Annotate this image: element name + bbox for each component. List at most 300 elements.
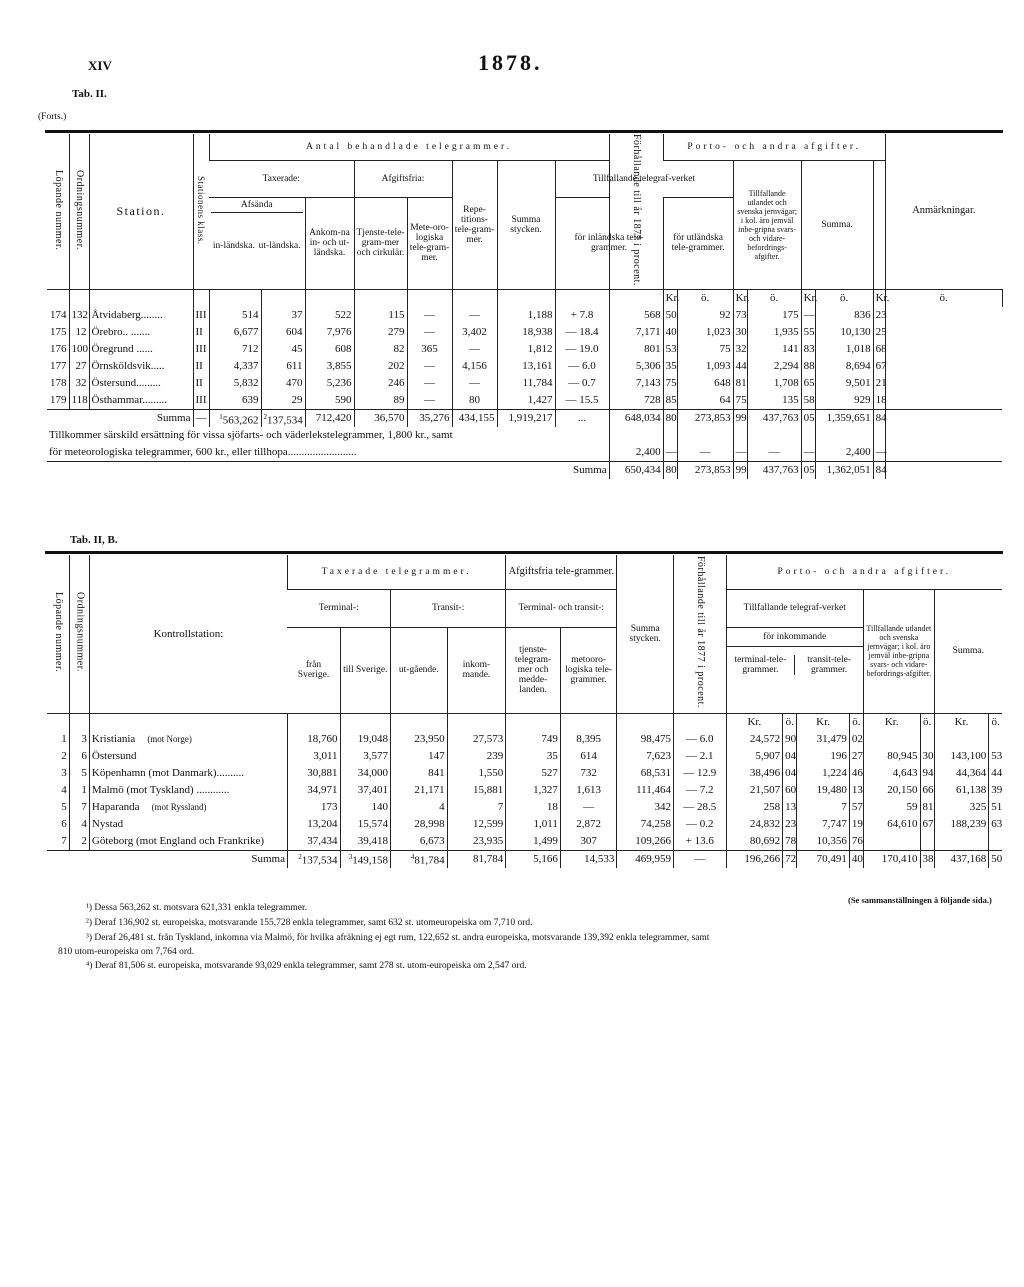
cell-sum: 74,258	[617, 816, 674, 833]
cell-met: —	[407, 392, 452, 410]
tab-label: Tab. II.	[72, 88, 107, 100]
cell-klass: III	[193, 341, 209, 358]
cell-tj: 749	[506, 731, 561, 748]
cell-ut_o: 83	[801, 341, 815, 358]
cell-term_kr: 258	[726, 799, 783, 816]
cell-inl: 5,832	[209, 375, 261, 392]
cell-ord: 32	[69, 375, 89, 392]
cell-utl: 604	[261, 324, 305, 341]
col-anmarkningar: Anmärkningar.	[885, 134, 1002, 289]
cell-ut_kr: 64,610	[863, 816, 920, 833]
cell-till: 15,574	[340, 816, 391, 833]
cell-s_o	[989, 833, 1002, 851]
cell-till: 34,000	[340, 765, 391, 782]
cell-utl_o: 73	[733, 307, 747, 324]
cell-term_kr: 5,907	[726, 748, 783, 765]
cell-tj: 89	[354, 392, 407, 410]
col-klass: Stationens klass.	[193, 134, 209, 289]
cell-s_kr: 1,018	[815, 341, 873, 358]
cell-lop: 2	[61, 750, 67, 762]
cell-ut_o: 88	[801, 358, 815, 375]
col-repetitions: Repe-titions-tele-gram-mer.	[452, 160, 497, 289]
cell-station: Åtvidaberg........	[89, 307, 193, 324]
col-ordning: Ordningsnummer.	[69, 555, 89, 713]
cell-rep: —	[452, 375, 497, 392]
col-utgaende: ut-gående.	[391, 627, 448, 713]
cell-inl_kr: 7,143	[609, 375, 663, 392]
col-meteo: metooro-logiska tele-grammer.	[560, 627, 617, 713]
cell-met: 307	[560, 833, 617, 851]
cell-s_o: 21	[873, 375, 885, 392]
cell-term_o: 04	[783, 765, 797, 782]
cell-station: Örebro.. .......	[89, 324, 193, 341]
cell-ut_o: 66	[920, 782, 934, 799]
cell-utl_kr: 1,093	[677, 358, 733, 375]
col-forhallande: Förhållande till år 1877 i procent.	[674, 555, 727, 713]
cell-s_kr: 188,239	[934, 816, 989, 833]
cell-rep: 4,156	[452, 358, 497, 375]
cell-fran: 3,011	[287, 748, 340, 765]
cell-till: 140	[340, 799, 391, 816]
col-ankomna: Ankom-na in- och ut-ländska.	[305, 197, 354, 289]
cell-term_kr: 24,572	[726, 731, 783, 748]
cell-lop: 6	[61, 818, 67, 830]
cell-ut_o	[920, 731, 934, 748]
cell-lop: 7	[61, 835, 67, 847]
cell-met: 365	[407, 341, 452, 358]
extra-row-1: Tillkommer särskild ersättning för vissa sjöfarts- och väderlekstelegrammer, 1,800 kr., samt	[47, 427, 1002, 444]
cell-till: 3,577	[340, 748, 391, 765]
cell-station: Öregrund ......	[89, 341, 193, 358]
cell-tj: 82	[354, 341, 407, 358]
cell-ord: 27	[69, 358, 89, 375]
cell-met: 2,872	[560, 816, 617, 833]
cell-sum: 1,812	[497, 341, 555, 358]
cell-anm	[885, 324, 1002, 341]
cell-station: Nystad	[89, 816, 287, 833]
cell-s_kr: 44,364	[934, 765, 989, 782]
country-note: (mot Ryssland)	[151, 802, 207, 812]
table-row	[47, 392, 1002, 410]
cell-tj: 1,011	[506, 816, 561, 833]
cell-utl_kr: 648	[677, 375, 733, 392]
cell-term_o: 04	[783, 748, 797, 765]
cell-s_kr: 9,501	[815, 375, 873, 392]
cell-lop: 1	[61, 733, 67, 745]
col-taxerade: Taxerade:	[209, 160, 354, 197]
cell-forh: — 6.0	[674, 731, 727, 748]
cell-ink: 23,935	[447, 833, 506, 851]
cell-tr_o: 13	[849, 782, 863, 799]
cell-inl: 4,337	[209, 358, 261, 375]
cell-ut_kr: 2,294	[747, 358, 801, 375]
cell-rep: 80	[452, 392, 497, 410]
cell-inl_kr: 801	[609, 341, 663, 358]
cell-utl: 611	[261, 358, 305, 375]
cell-fran: 13,204	[287, 816, 340, 833]
unit-o: ö.	[815, 289, 873, 307]
cell-utl: 470	[261, 375, 305, 392]
cell-lop: 3	[61, 767, 67, 779]
cell-ut_kr	[863, 731, 920, 748]
cell-ink: 239	[447, 748, 506, 765]
cell-utg: 6,673	[391, 833, 448, 851]
cell-utg: 21,171	[391, 782, 448, 799]
cell-ink: 1,550	[447, 765, 506, 782]
cell-station: Haparanda (mot Ryssland)	[89, 799, 287, 816]
cell-tr_o: 57	[849, 799, 863, 816]
table-row	[47, 375, 1002, 392]
unit-o: ö.	[783, 713, 797, 731]
col-terminal-tele: terminal-tele-grammer.	[727, 655, 796, 675]
extra-row-2: för meteorologiska telegrammer, 600 kr., eller tillhopa......................... 2,400 — — — — — 2,400 —	[47, 444, 1002, 462]
cell-ord: 7	[69, 799, 89, 816]
cell-ord: 1	[69, 782, 89, 799]
cell-forh: — 19.0	[555, 341, 609, 358]
cell-station: Östhammar.........	[89, 392, 193, 410]
cell-term_o: 90	[783, 731, 797, 748]
cell-s_o: 23	[873, 307, 885, 324]
unit-kr: Kr.	[801, 289, 815, 307]
cell-inl: 6,677	[209, 324, 261, 341]
col-summa: Summa.	[801, 160, 873, 289]
unit-kr: Kr.	[934, 713, 989, 731]
footnote-1: ¹) Dessa 563,262 st. motsvara 621,331 enkla telegrammer.	[86, 903, 308, 913]
col-tjanste: Tjenste-tele-gram-mer och cirkulär.	[354, 197, 407, 289]
cell-utl_o: 32	[733, 341, 747, 358]
cell-tj: 279	[354, 324, 407, 341]
cell-met: —	[407, 307, 452, 324]
cell-tr_o: 19	[849, 816, 863, 833]
table-row	[47, 765, 1002, 782]
cell-tr_o: 46	[849, 765, 863, 782]
cell-forh: — 18.4	[555, 324, 609, 341]
cell-met: —	[560, 799, 617, 816]
col-for-inlandska: för inländska tele-grammer.	[555, 197, 663, 289]
cell-tj: 115	[354, 307, 407, 324]
table2-title: Tab. II, B.	[70, 534, 118, 546]
unit-o: ö.	[885, 289, 1002, 307]
group-porto: Porto- och andra afgifter.	[663, 134, 885, 160]
unit-o: ö.	[677, 289, 733, 307]
cell-term_kr: 38,496	[726, 765, 783, 782]
cell-tr_kr: 31,479	[797, 731, 850, 748]
cell-sum: 342	[617, 799, 674, 816]
col-fran-sverige: från Sverige.	[297, 660, 330, 680]
cell-forh: + 13.6	[674, 833, 727, 851]
cell-anm	[885, 392, 1002, 410]
cell-met: 614	[560, 748, 617, 765]
cell-ut_kr: 20,150	[863, 782, 920, 799]
spacer	[873, 160, 885, 289]
col-tillf-utlandet: Tillfallande utlandet och svenska jernvägar; i kol. äro jemväl inbe-gripna svars- och vidare-befordrings-afgifter.	[733, 160, 801, 289]
cell-ord: 100	[69, 341, 89, 358]
cell-ank: 5,236	[305, 375, 354, 392]
cell-term_o: 60	[783, 782, 797, 799]
cell-tr_kr: 10,356	[797, 833, 850, 851]
cell-station: Östersund	[89, 748, 287, 765]
table-row	[47, 307, 1002, 324]
cell-ut_o: 67	[920, 816, 934, 833]
col-summa-stycken: Summa stycken.	[497, 160, 555, 289]
col-kontrollstation: Kontrollstation:	[89, 555, 287, 713]
cell-forh: — 7.2	[674, 782, 727, 799]
cell-till: 37,401	[340, 782, 391, 799]
cell-sum: 11,784	[497, 375, 555, 392]
col-afsanda: Afsända in-ländska. ut-ländska.	[212, 199, 301, 251]
unit-kr: Kr.	[863, 713, 920, 731]
col-utlandska: ut-ländska.	[258, 240, 301, 251]
cell-utl_kr: 1,023	[677, 324, 733, 341]
cell-rep: —	[452, 307, 497, 324]
cell-ord: 3	[69, 731, 89, 748]
cell-utl: 29	[261, 392, 305, 410]
cell-tr_kr: 19,480	[797, 782, 850, 799]
cell-s_kr: 143,100	[934, 748, 989, 765]
cell-met: 1,613	[560, 782, 617, 799]
cell-s_kr: 836	[815, 307, 873, 324]
cell-tr_kr: 1,224	[797, 765, 850, 782]
col-transit: Transit-:	[391, 589, 506, 627]
cell-sum: 98,475	[617, 731, 674, 748]
table-row	[47, 782, 1002, 799]
cell-ut_o	[920, 833, 934, 851]
cell-utl_o: 75	[733, 392, 747, 410]
cell-ut_kr: 59	[863, 799, 920, 816]
cell-inl_kr: 5,306	[609, 358, 663, 375]
cell-fran: 18,760	[287, 731, 340, 748]
cell-utl_o: 44	[733, 358, 747, 375]
cell-tr_o: 76	[849, 833, 863, 851]
cell-forh: — 6.0	[555, 358, 609, 375]
cell-rep: 3,402	[452, 324, 497, 341]
cell-anm	[885, 358, 1002, 375]
cell-term_o: 78	[783, 833, 797, 851]
cell-ut_kr	[863, 833, 920, 851]
cell-forh: — 0.7	[555, 375, 609, 392]
cell-station: Malmö (mot Tyskland) ............	[89, 782, 287, 799]
col-forhallande: Förhållande till år 1877 i procent.	[609, 134, 663, 289]
cell-utl_o: 30	[733, 324, 747, 341]
cell-utg: 4	[391, 799, 448, 816]
cell-inl_o: 40	[663, 324, 677, 341]
cell-ut_o: 65	[801, 375, 815, 392]
col-for-inkommande: för inkommande terminal-tele-grammer. transit-tele-grammer.	[726, 627, 863, 713]
cell-utl: 37	[261, 307, 305, 324]
cell-ord: 2	[69, 833, 89, 851]
cell-term_kr: 21,507	[726, 782, 783, 799]
cell-tj: 202	[354, 358, 407, 375]
cell-ank: 7,976	[305, 324, 354, 341]
cell-lop: 4	[61, 784, 67, 796]
cell-sum: 13,161	[497, 358, 555, 375]
cell-ord: 4	[69, 816, 89, 833]
table-row	[47, 833, 1002, 851]
col-terminal: Terminal-:	[287, 589, 390, 627]
cell-inl_kr: 728	[609, 392, 663, 410]
table-ii-b	[47, 555, 1002, 868]
cell-ut_o: 81	[920, 799, 934, 816]
cell-lop: 175	[50, 326, 67, 339]
table-row	[47, 731, 1002, 748]
cell-ut_o: 58	[801, 392, 815, 410]
cell-term_o: 23	[783, 816, 797, 833]
cell-station: Örnsköldsvik.....	[89, 358, 193, 375]
col-lopande: Löpande nummer.	[52, 592, 64, 673]
cell-s_o: 44	[989, 765, 1002, 782]
cell-anm	[885, 375, 1002, 392]
cell-sum: 109,266	[617, 833, 674, 851]
cell-tj: 18	[506, 799, 561, 816]
cell-fran: 173	[287, 799, 340, 816]
cell-lop: 178	[50, 377, 67, 390]
cell-met: —	[407, 358, 452, 375]
cell-rep: —	[452, 341, 497, 358]
unit-kr: Kr.	[726, 713, 783, 731]
cell-s_o: 68	[873, 341, 885, 358]
cell-inl_kr: 7,171	[609, 324, 663, 341]
cell-fran: 34,971	[287, 782, 340, 799]
group-porto: Porto- och andra afgifter.	[726, 555, 1002, 589]
cell-forh: — 12.9	[674, 765, 727, 782]
cell-s_o: 67	[873, 358, 885, 375]
cell-tr_kr: 7	[797, 799, 850, 816]
table-row	[47, 799, 1002, 816]
cell-tr_kr: 196	[797, 748, 850, 765]
cell-lop: 176	[50, 343, 67, 356]
cell-fran: 30,881	[287, 765, 340, 782]
cell-ut_o: 30	[920, 748, 934, 765]
cell-ank: 590	[305, 392, 354, 410]
unit-kr: Kr.	[733, 289, 747, 307]
cell-utl_kr: 75	[677, 341, 733, 358]
cell-s_o: 39	[989, 782, 1002, 799]
see-next-page-note: (Se sammanställningen å följande sida.)	[848, 895, 992, 905]
cell-utg: 28,998	[391, 816, 448, 833]
cell-s_kr: 61,138	[934, 782, 989, 799]
cell-klass: II	[193, 375, 209, 392]
cell-s_kr	[934, 731, 989, 748]
cell-inl: 639	[209, 392, 261, 410]
cell-tj: 527	[506, 765, 561, 782]
cell-term_o: 13	[783, 799, 797, 816]
cell-tj: 35	[506, 748, 561, 765]
footnote-3: ³) Deraf 26,481 st. från Tyskland, inkomna via Malmö, för hvilka afräkning ej egt rum, 122,652 st. andra europeiska, motsvarande 139,392 enkla telegrammer, samt	[86, 933, 710, 943]
col-ordning: Ordningsnummer.	[69, 134, 89, 289]
cell-term_kr: 24,832	[726, 816, 783, 833]
col-lopande: Löpande nummer.	[52, 169, 64, 251]
cell-utl_kr: 64	[677, 392, 733, 410]
cell-sum: 111,464	[617, 782, 674, 799]
cell-forh: — 0.2	[674, 816, 727, 833]
cell-lop: 5	[61, 801, 67, 813]
cell-ink: 15,881	[447, 782, 506, 799]
cell-ord: 132	[69, 307, 89, 324]
cell-ord: 6	[69, 748, 89, 765]
footnote-3-cont: 810 utom-europeiska om 7,764 ord.	[58, 947, 195, 957]
cell-forh: — 28.5	[674, 799, 727, 816]
unit-o: ö.	[849, 713, 863, 731]
cell-ink: 7	[447, 799, 506, 816]
footnote-2: ²) Deraf 136,902 st. europeiska, motsvarande 155,728 enkla telegrammer, samt 632 st. utomeuropeiska om 7,710 ord.	[86, 918, 533, 928]
cell-tr_o: 27	[849, 748, 863, 765]
cell-s_kr	[934, 833, 989, 851]
cell-ord: 5	[69, 765, 89, 782]
cell-ut_o: 94	[920, 765, 934, 782]
cell-ink: 27,573	[447, 731, 506, 748]
col-for-utlandska: för utländska tele-grammer.	[663, 197, 733, 289]
cell-anm	[885, 341, 1002, 358]
cell-met: —	[407, 324, 452, 341]
col-afgiftsfria: Afgiftsfria:	[354, 160, 452, 197]
cell-ut_o: —	[801, 307, 815, 324]
cell-forh: — 15.5	[555, 392, 609, 410]
cell-inl_o: 35	[663, 358, 677, 375]
table-row	[47, 341, 1002, 358]
cell-inl: 514	[209, 307, 261, 324]
page-year: 1878.	[478, 50, 543, 75]
col-tjanste: tjenste-telegram-mer och medde-landen.	[506, 627, 561, 713]
cell-term_kr: 80,692	[726, 833, 783, 851]
cell-inl_kr: 568	[609, 307, 663, 324]
col-terminal-transit: Terminal- och transit-:	[506, 589, 617, 627]
table-row	[47, 748, 1002, 765]
cell-sum: 1,188	[497, 307, 555, 324]
cell-ut_kr: 1,935	[747, 324, 801, 341]
cell-met: 8,395	[560, 731, 617, 748]
table-row	[47, 816, 1002, 833]
cell-inl_o: 53	[663, 341, 677, 358]
unit-kr: Kr.	[663, 289, 677, 307]
cell-s_o: 53	[989, 748, 1002, 765]
cell-ut_kr: 141	[747, 341, 801, 358]
cell-s_kr: 10,130	[815, 324, 873, 341]
cell-s_kr: 929	[815, 392, 873, 410]
cell-utg: 841	[391, 765, 448, 782]
cell-lop: 179	[50, 394, 67, 407]
cell-s_o: 18	[873, 392, 885, 410]
cell-utl_o: 81	[733, 375, 747, 392]
cell-fran: 37,434	[287, 833, 340, 851]
cell-till: 19,048	[340, 731, 391, 748]
col-tillf-telegrafverket: Tillfallande telegraf-verket	[726, 589, 863, 627]
cell-klass: III	[193, 392, 209, 410]
summa-row: Summa — $^1$563,262 $^2$137,534 712,420 36,570 35,276 434,155 1,919,217 ... 648,034 80 273,853 99 437,763 05 1,359,651 84	[47, 409, 1002, 427]
cell-klass: III	[193, 307, 209, 324]
col-tillf-telegrafverket: Tillfallande telegraf-verket	[555, 160, 733, 197]
cell-sum: 18,938	[497, 324, 555, 341]
table-ii-a	[47, 134, 1002, 479]
cell-ank: 522	[305, 307, 354, 324]
cell-utg: 23,950	[391, 731, 448, 748]
cell-utl: 45	[261, 341, 305, 358]
cell-station: Köpenhamn (mot Danmark)..........	[89, 765, 287, 782]
cell-s_kr: 325	[934, 799, 989, 816]
cell-tj: 1,499	[506, 833, 561, 851]
cell-lop: 177	[50, 360, 67, 373]
cell-s_o: 63	[989, 816, 1002, 833]
col-summa-stycken: Summa stycken.	[617, 555, 674, 713]
total-row: Summa 650,434 80 273,853 99 437,763 05 1,362,051 84	[47, 461, 1002, 479]
cell-ank: 608	[305, 341, 354, 358]
cell-anm	[885, 307, 1002, 324]
cell-tr_kr: 7,747	[797, 816, 850, 833]
cell-s_o: 51	[989, 799, 1002, 816]
cell-ut_kr: 1,708	[747, 375, 801, 392]
col-station: Station.	[89, 134, 193, 289]
cell-station: Kristiania (mot Norge)	[89, 731, 287, 748]
unit-o: ö.	[989, 713, 1002, 731]
